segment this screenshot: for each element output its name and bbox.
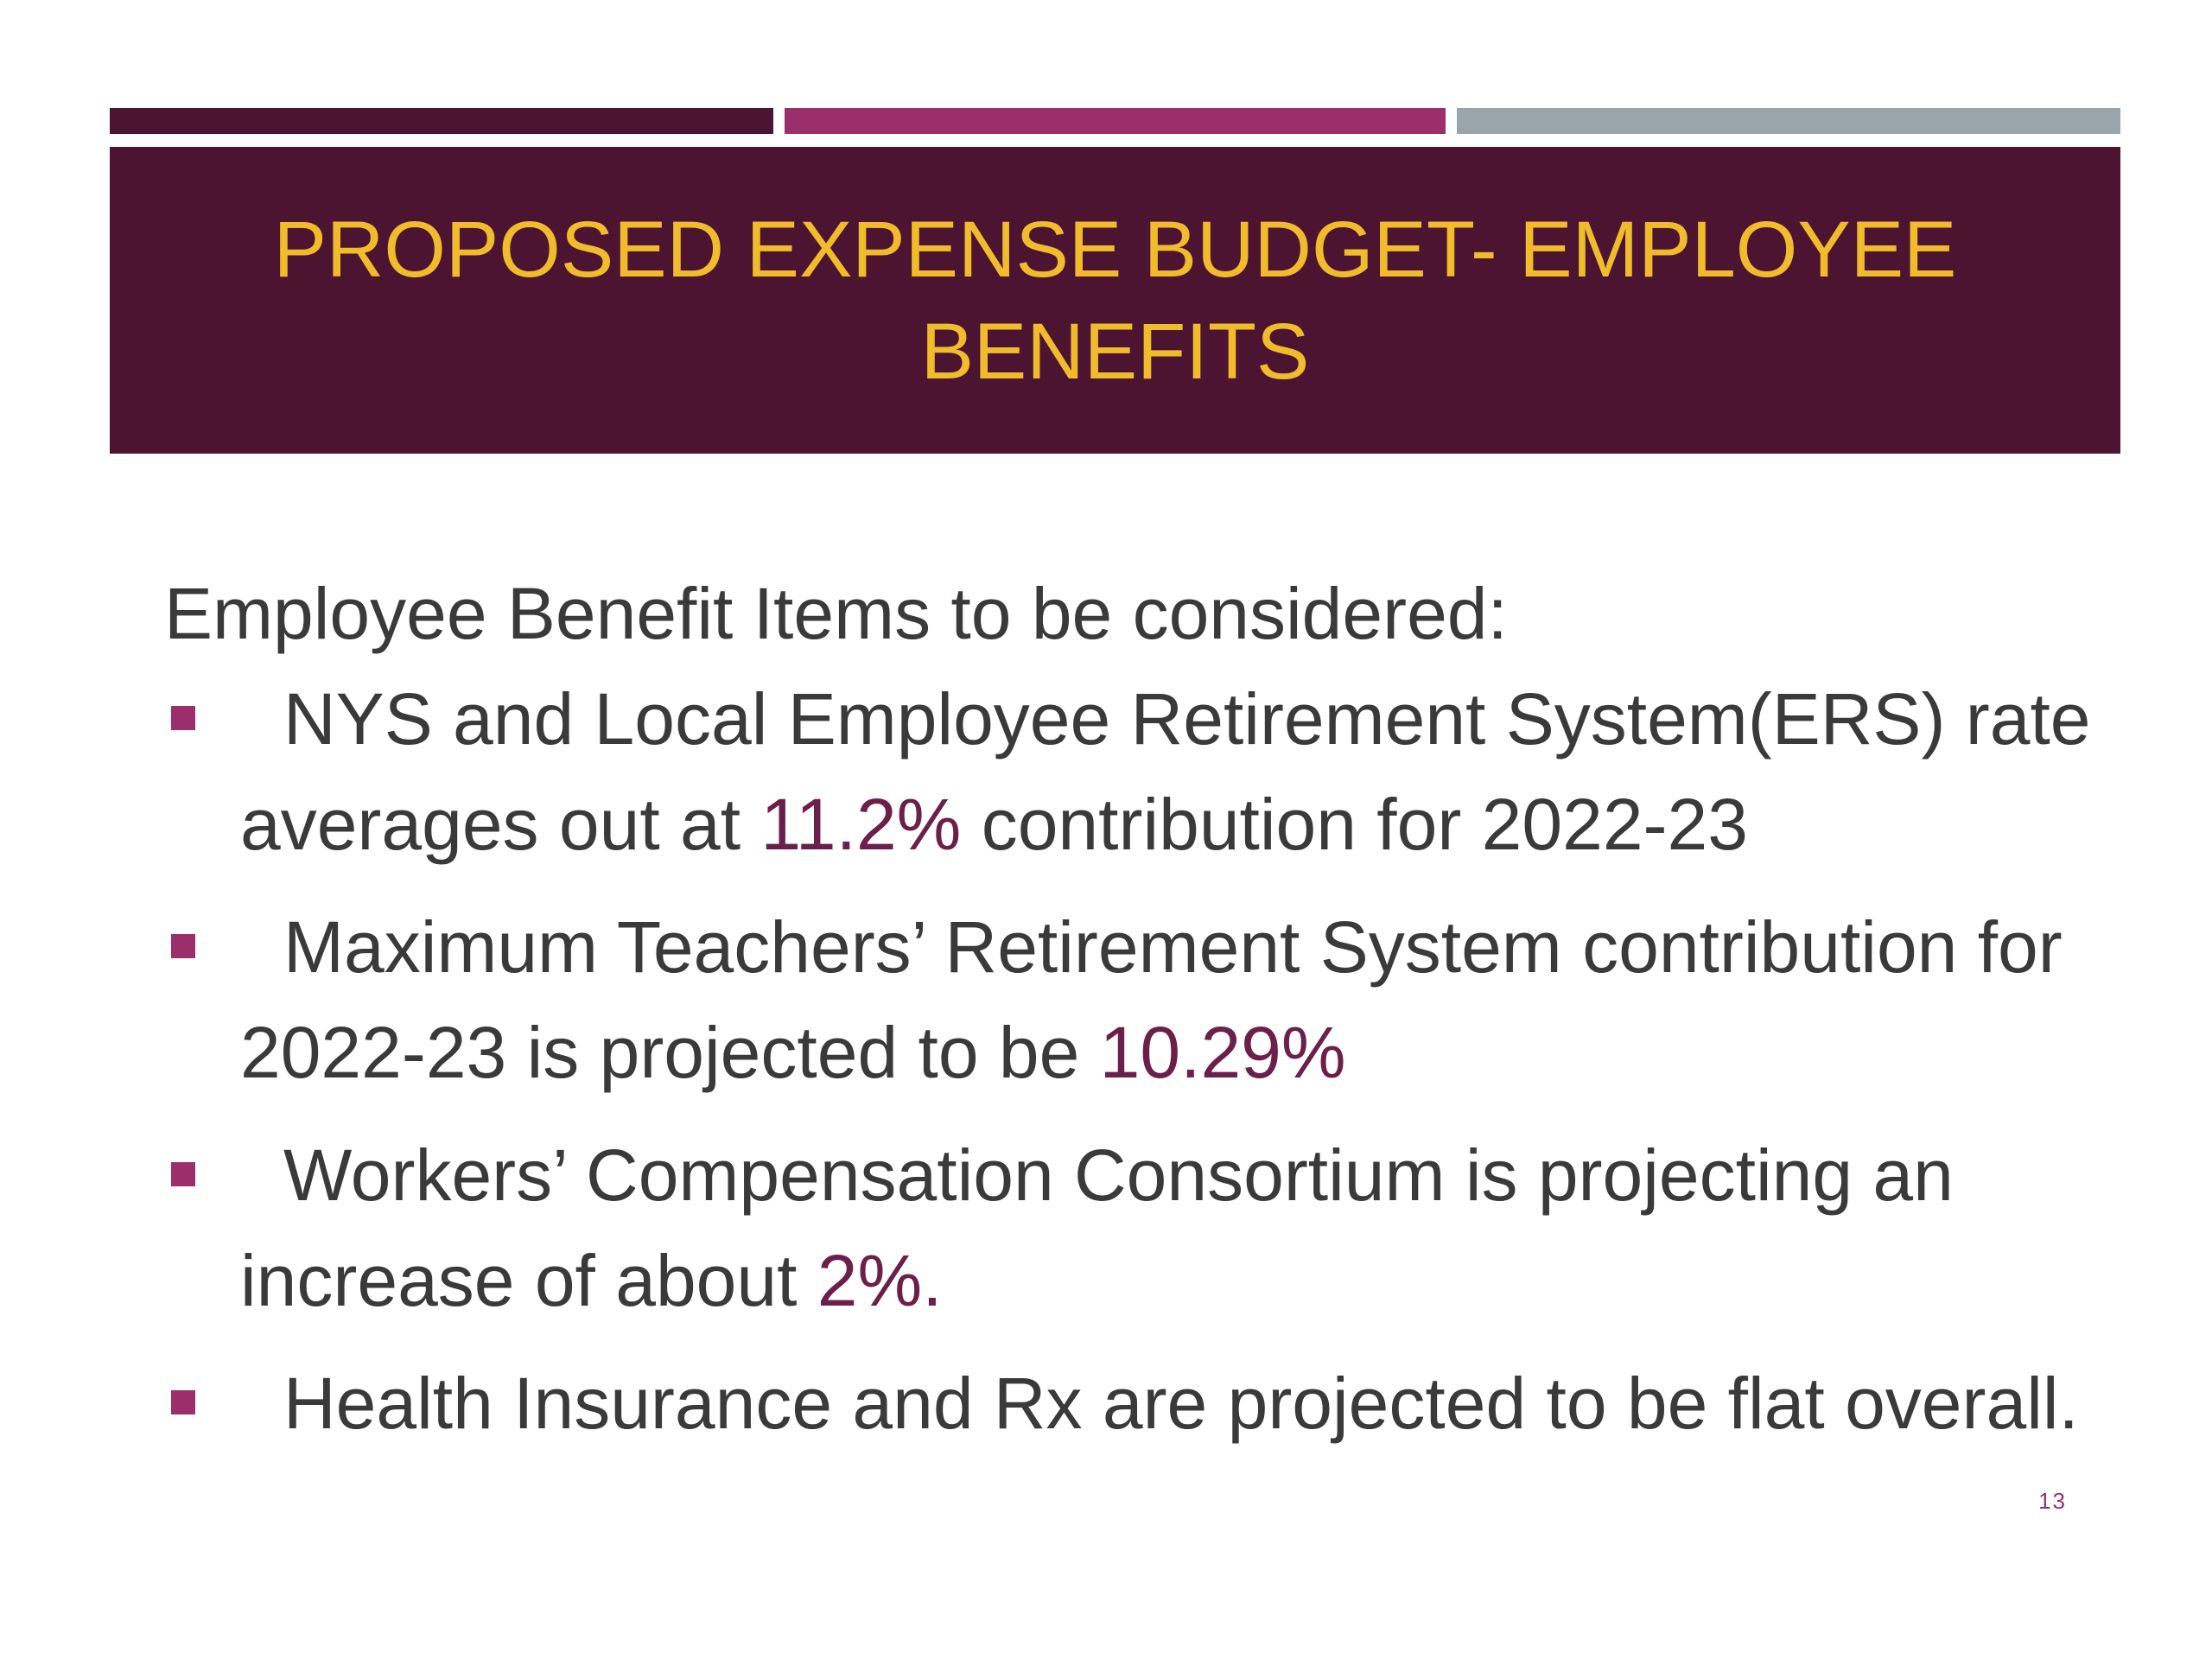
slide-content (164, 566, 2091, 1473)
bullet-highlight: 2%. (817, 1240, 943, 1321)
intro-text: Employee Benefit Items to be considered: (164, 573, 1508, 654)
bullet-highlight: 11.2% (760, 784, 962, 865)
bullet-highlight: 10.29% (1099, 1012, 1346, 1093)
accent-bar-dark (110, 108, 773, 134)
slide-title: PROPOSED EXPENSE BUDGET- EMPLOYEE BENEFITS (273, 205, 1957, 396)
bullet-item-health (164, 1351, 2091, 1456)
bullet-text: Workers’ Compensation Consortium is projecting an increase of about (240, 1135, 1954, 1321)
square-bullet-icon (171, 1162, 195, 1186)
bullet-text: NYS and Local Employee Retirement System(ERS) rate averages out at (240, 678, 2091, 865)
page-number: 13 (2038, 1488, 2067, 1514)
title-band (110, 147, 2120, 454)
accent-bar-magenta (785, 108, 1446, 134)
bullet-list (164, 666, 2091, 1456)
bullet-item-workers-comp (164, 1122, 2091, 1333)
bullet-text: Maximum Teachers’ Retirement System contribution for 2022-23 is projected to be (240, 906, 2063, 1093)
square-bullet-icon (171, 1390, 195, 1414)
square-bullet-icon (171, 934, 195, 958)
bullet-text-after: contribution for 2022-23 (961, 784, 1748, 865)
bullet-text: Health Insurance and Rx are projected to be flat overall. (283, 1363, 2079, 1444)
bullet-item-ers (164, 666, 2091, 877)
bullet-item-trs (164, 894, 2091, 1105)
square-bullet-icon (171, 706, 195, 730)
accent-bar-gray (1457, 108, 2120, 134)
